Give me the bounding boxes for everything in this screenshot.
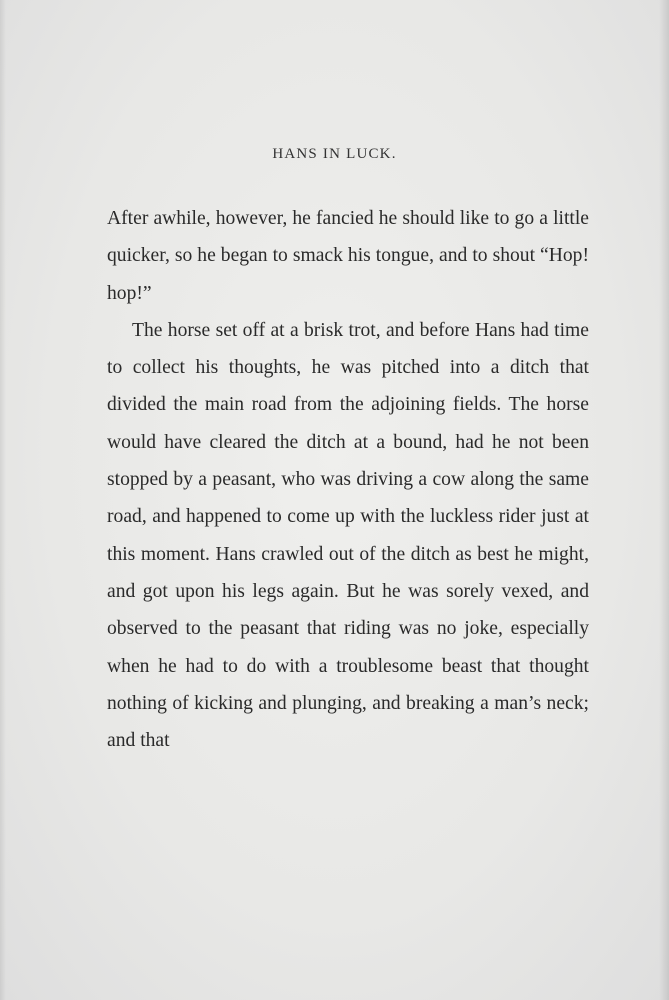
running-head-title: HANS IN LUCK. [272, 146, 397, 162]
paragraph-2: The horse set off at a brisk trot, and before Hans had time to collect his thoughts, he was pitched into a ditch that divided the main road from the adjoining fields. The horse would have cleared the ditch at a bound, had he not been stopped by a peasant, who was driving a cow along the same road, and happened to come up with the luckless rider just at this moment. Hans crawled out of the ditch as best he might, and got upon his legs again. But he was sorely vexed, and observed to the peasant that riding was no joke, especially when he had to do with a troublesome beast that thought nothing of kicking and plunging, and breaking a man’s neck; and that [107, 319, 589, 752]
paragraph-1: After awhile, however, he fancied he should like to go a little quicker, so he began to smack his tongue, and to shout “Hop! hop!” [107, 208, 589, 304]
body-text [107, 200, 589, 759]
